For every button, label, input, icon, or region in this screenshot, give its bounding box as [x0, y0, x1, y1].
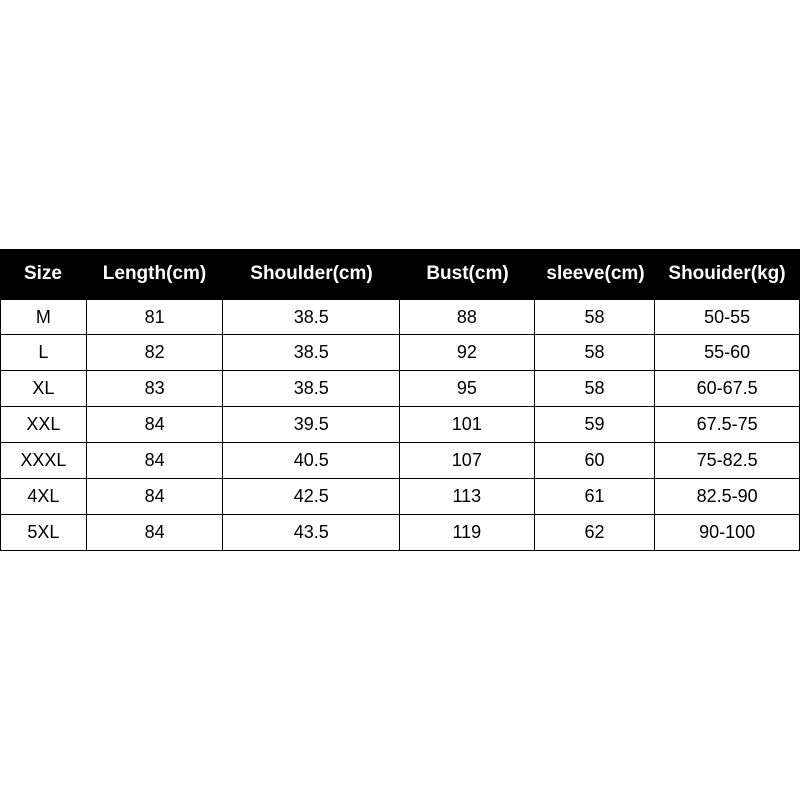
table-row [1, 407, 799, 443]
cell-sleeve: 59 [535, 407, 656, 442]
cell-length: 83 [87, 371, 224, 406]
cell-length: 82 [87, 335, 224, 370]
cell-length: 84 [87, 407, 224, 442]
table-header [0, 249, 800, 299]
cell-shoulder: 38.5 [223, 335, 400, 370]
cell-weight: 90-100 [699, 522, 756, 542]
cell-bust: 101 [400, 407, 535, 442]
cell-bust: 95 [400, 371, 535, 406]
cell-weight: 50-55 [704, 306, 751, 327]
header-length: Length(cm) [102, 263, 207, 284]
cell-weight: 60-67.5 [696, 378, 758, 398]
cell-length: 84 [87, 515, 224, 550]
size-chart-table [0, 249, 800, 551]
cell-bust: 119 [400, 515, 535, 550]
cell-size: 5XL [1, 515, 87, 550]
table-body [0, 299, 800, 551]
cell-size: XXXL [1, 443, 87, 478]
cell-length: 84 [87, 443, 224, 478]
header-sleeve: sleeve(cm) [546, 263, 645, 284]
header-size: Size [23, 263, 63, 284]
cell-size: XXL [1, 407, 87, 442]
cell-weight: 55-60 [704, 342, 751, 362]
cell-bust: 92 [400, 335, 535, 370]
cell-sleeve: 61 [535, 479, 656, 514]
cell-shoulder: 40.5 [223, 443, 400, 478]
header-shoulder: Shoulder(cm) [250, 263, 373, 284]
cell-weight: 67.5-75 [696, 414, 758, 434]
cell-weight: 75-82.5 [696, 450, 758, 470]
cell-length: 81 [87, 300, 224, 334]
header-bust: Bust(cm) [426, 263, 509, 284]
cell-bust: 88 [400, 300, 535, 334]
cell-sleeve: 58 [535, 371, 656, 406]
table-row [1, 371, 799, 407]
cell-sleeve: 60 [535, 443, 656, 478]
table-row [1, 335, 799, 371]
cell-bust: 107 [400, 443, 535, 478]
table-row [1, 299, 799, 335]
cell-sleeve: 58 [535, 300, 656, 334]
cell-length: 84 [87, 479, 224, 514]
cell-shoulder: 43.5 [223, 515, 400, 550]
header-weight: Shouider(kg) [668, 263, 786, 284]
cell-sleeve: 62 [535, 515, 656, 550]
cell-sleeve: 58 [535, 335, 656, 370]
cell-bust: 113 [400, 479, 535, 514]
cell-shoulder: 38.5 [223, 371, 400, 406]
cell-shoulder: 38.5 [223, 300, 400, 334]
table-row [1, 479, 799, 515]
table-row [1, 515, 799, 551]
table-row [1, 443, 799, 479]
cell-shoulder: 42.5 [223, 479, 400, 514]
cell-size: M [1, 300, 87, 334]
cell-size: L [1, 335, 87, 370]
cell-weight: 82.5-90 [696, 486, 758, 506]
cell-size: 4XL [1, 479, 87, 514]
cell-shoulder: 39.5 [223, 407, 400, 442]
cell-size: XL [1, 371, 87, 406]
